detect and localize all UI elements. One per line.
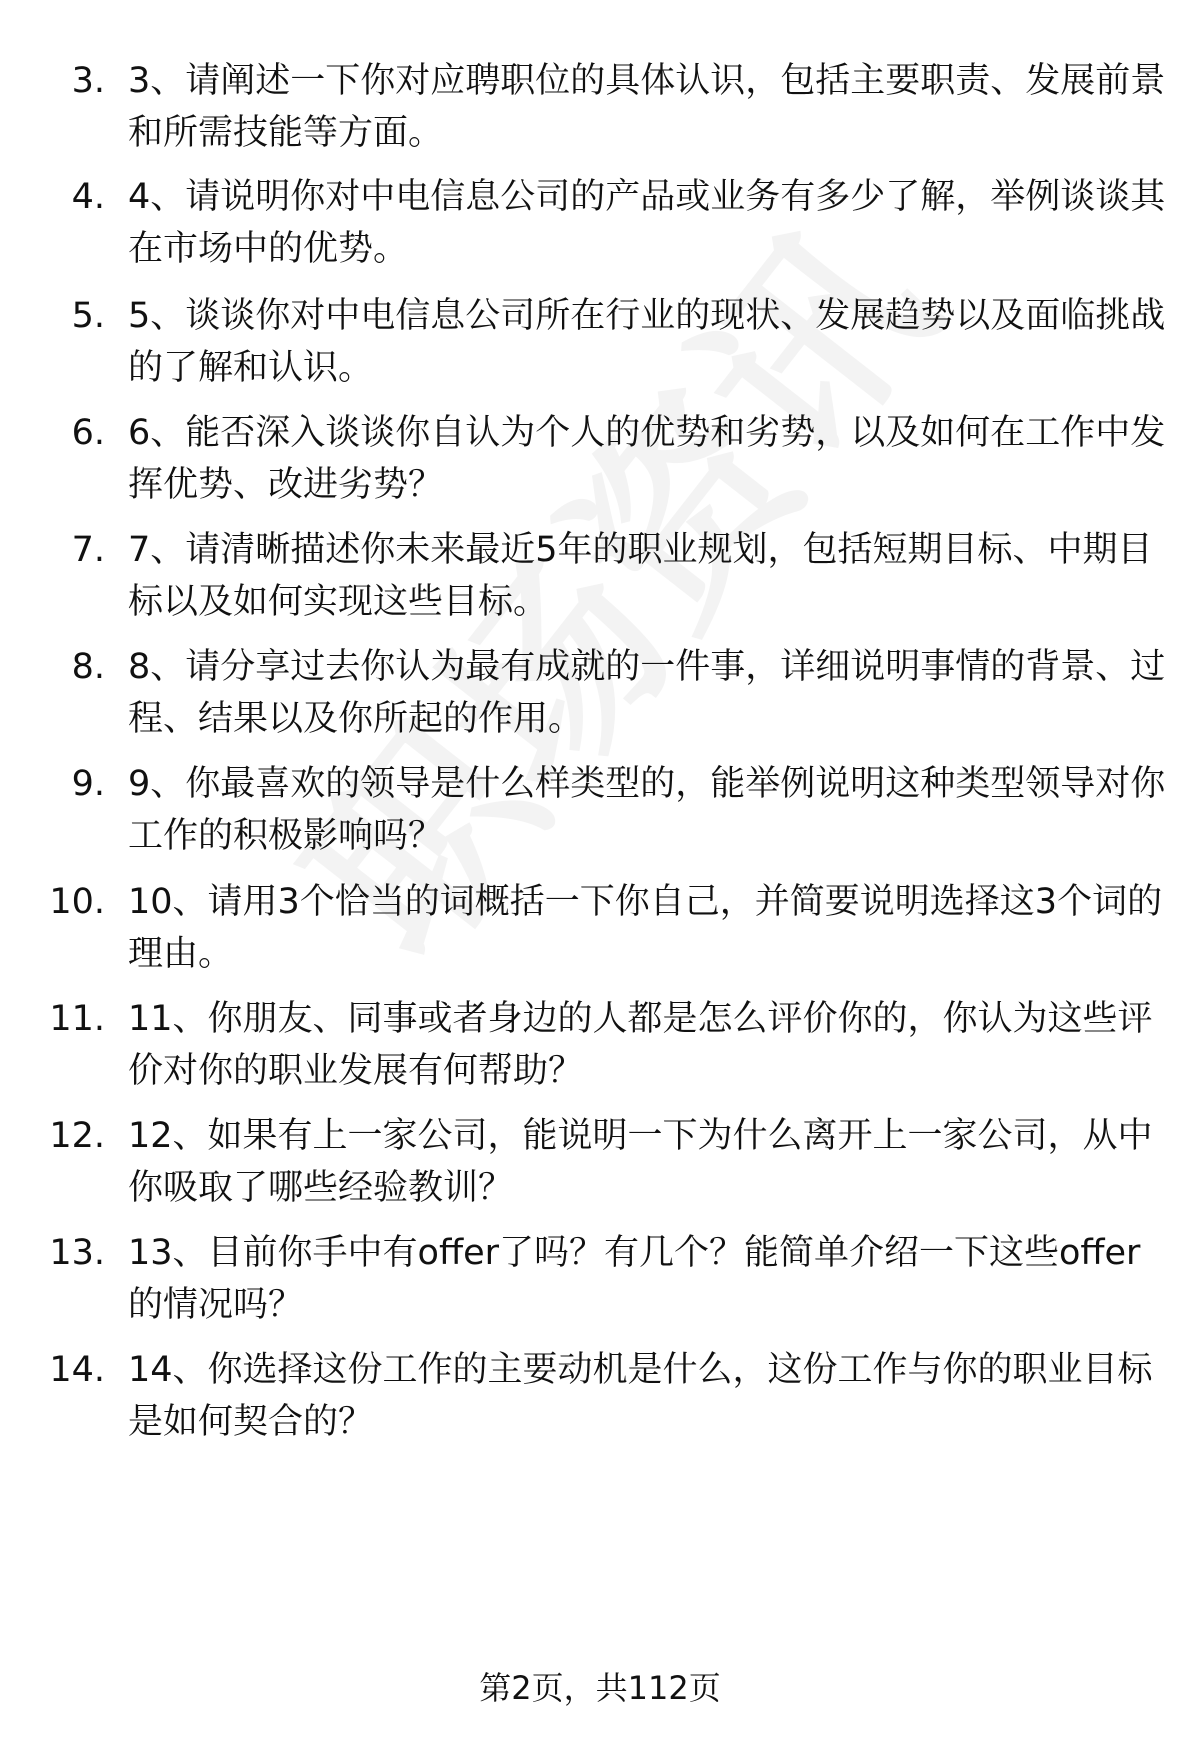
question-number: 4. — [71, 177, 105, 217]
question-number: 13. — [49, 1233, 105, 1273]
question-number: 11. — [49, 999, 105, 1039]
question-text: 7、请清晰描述你未来最近5年的职业规划，包括短期目标、中期目标以及如何实现这些目标。 — [128, 530, 1153, 622]
question-number: 10. — [49, 882, 105, 922]
question-number: 3. — [71, 61, 105, 101]
question-text: 6、能否深入谈谈你自认为个人的优势和劣势，以及如何在工作中发挥优势、改进劣势？ — [128, 413, 1166, 505]
question-number: 8. — [71, 647, 105, 687]
question-number: 12. — [49, 1116, 105, 1156]
question-number: 9. — [71, 764, 105, 804]
question-text: 11、你朋友、同事或者身边的人都是怎么评价你的，你认为这些评价对你的职业发展有何帮助？ — [128, 999, 1153, 1091]
page-indicator: 第2页，共112页 — [479, 1669, 721, 1707]
question-text: 14、你选择这份工作的主要动机是什么，这份工作与你的职业目标是如何契合的？ — [128, 1350, 1153, 1442]
question-number: 14. — [49, 1350, 105, 1390]
question-number: 5. — [71, 296, 105, 336]
question-text: 9、你最喜欢的领导是什么样类型的，能举例说明这种类型领导对你工作的积极影响吗？ — [128, 764, 1166, 856]
question-number: 6. — [71, 413, 105, 453]
question-text: 13、目前你手中有offer了吗？有几个？能简单介绍一下这些offer的情况吗？ — [128, 1233, 1141, 1325]
question-text: 3、请阐述一下你对应聘职位的具体认识，包括主要职责、发展前景和所需技能等方面。 — [128, 61, 1166, 153]
question-text: 8、请分享过去你认为最有成就的一件事，详细说明事情的背景、过程、结果以及你所起的作用。 — [128, 647, 1166, 739]
question-text: 10、请用3个恰当的词概括一下你自己，并简要说明选择这3个词的理由。 — [128, 882, 1163, 974]
question-text: 12、如果有上一家公司，能说明一下为什么离开上一家公司，从中你吸取了哪些经验教训？ — [128, 1116, 1153, 1208]
question-number: 7. — [71, 530, 105, 570]
question-text: 4、请说明你对中电信息公司的产品或业务有多少了解，举例谈谈其在市场中的优势。 — [128, 177, 1166, 269]
question-text: 5、谈谈你对中电信息公司所在行业的现状、发展趋势以及面临挑战的了解和认识。 — [128, 296, 1166, 388]
